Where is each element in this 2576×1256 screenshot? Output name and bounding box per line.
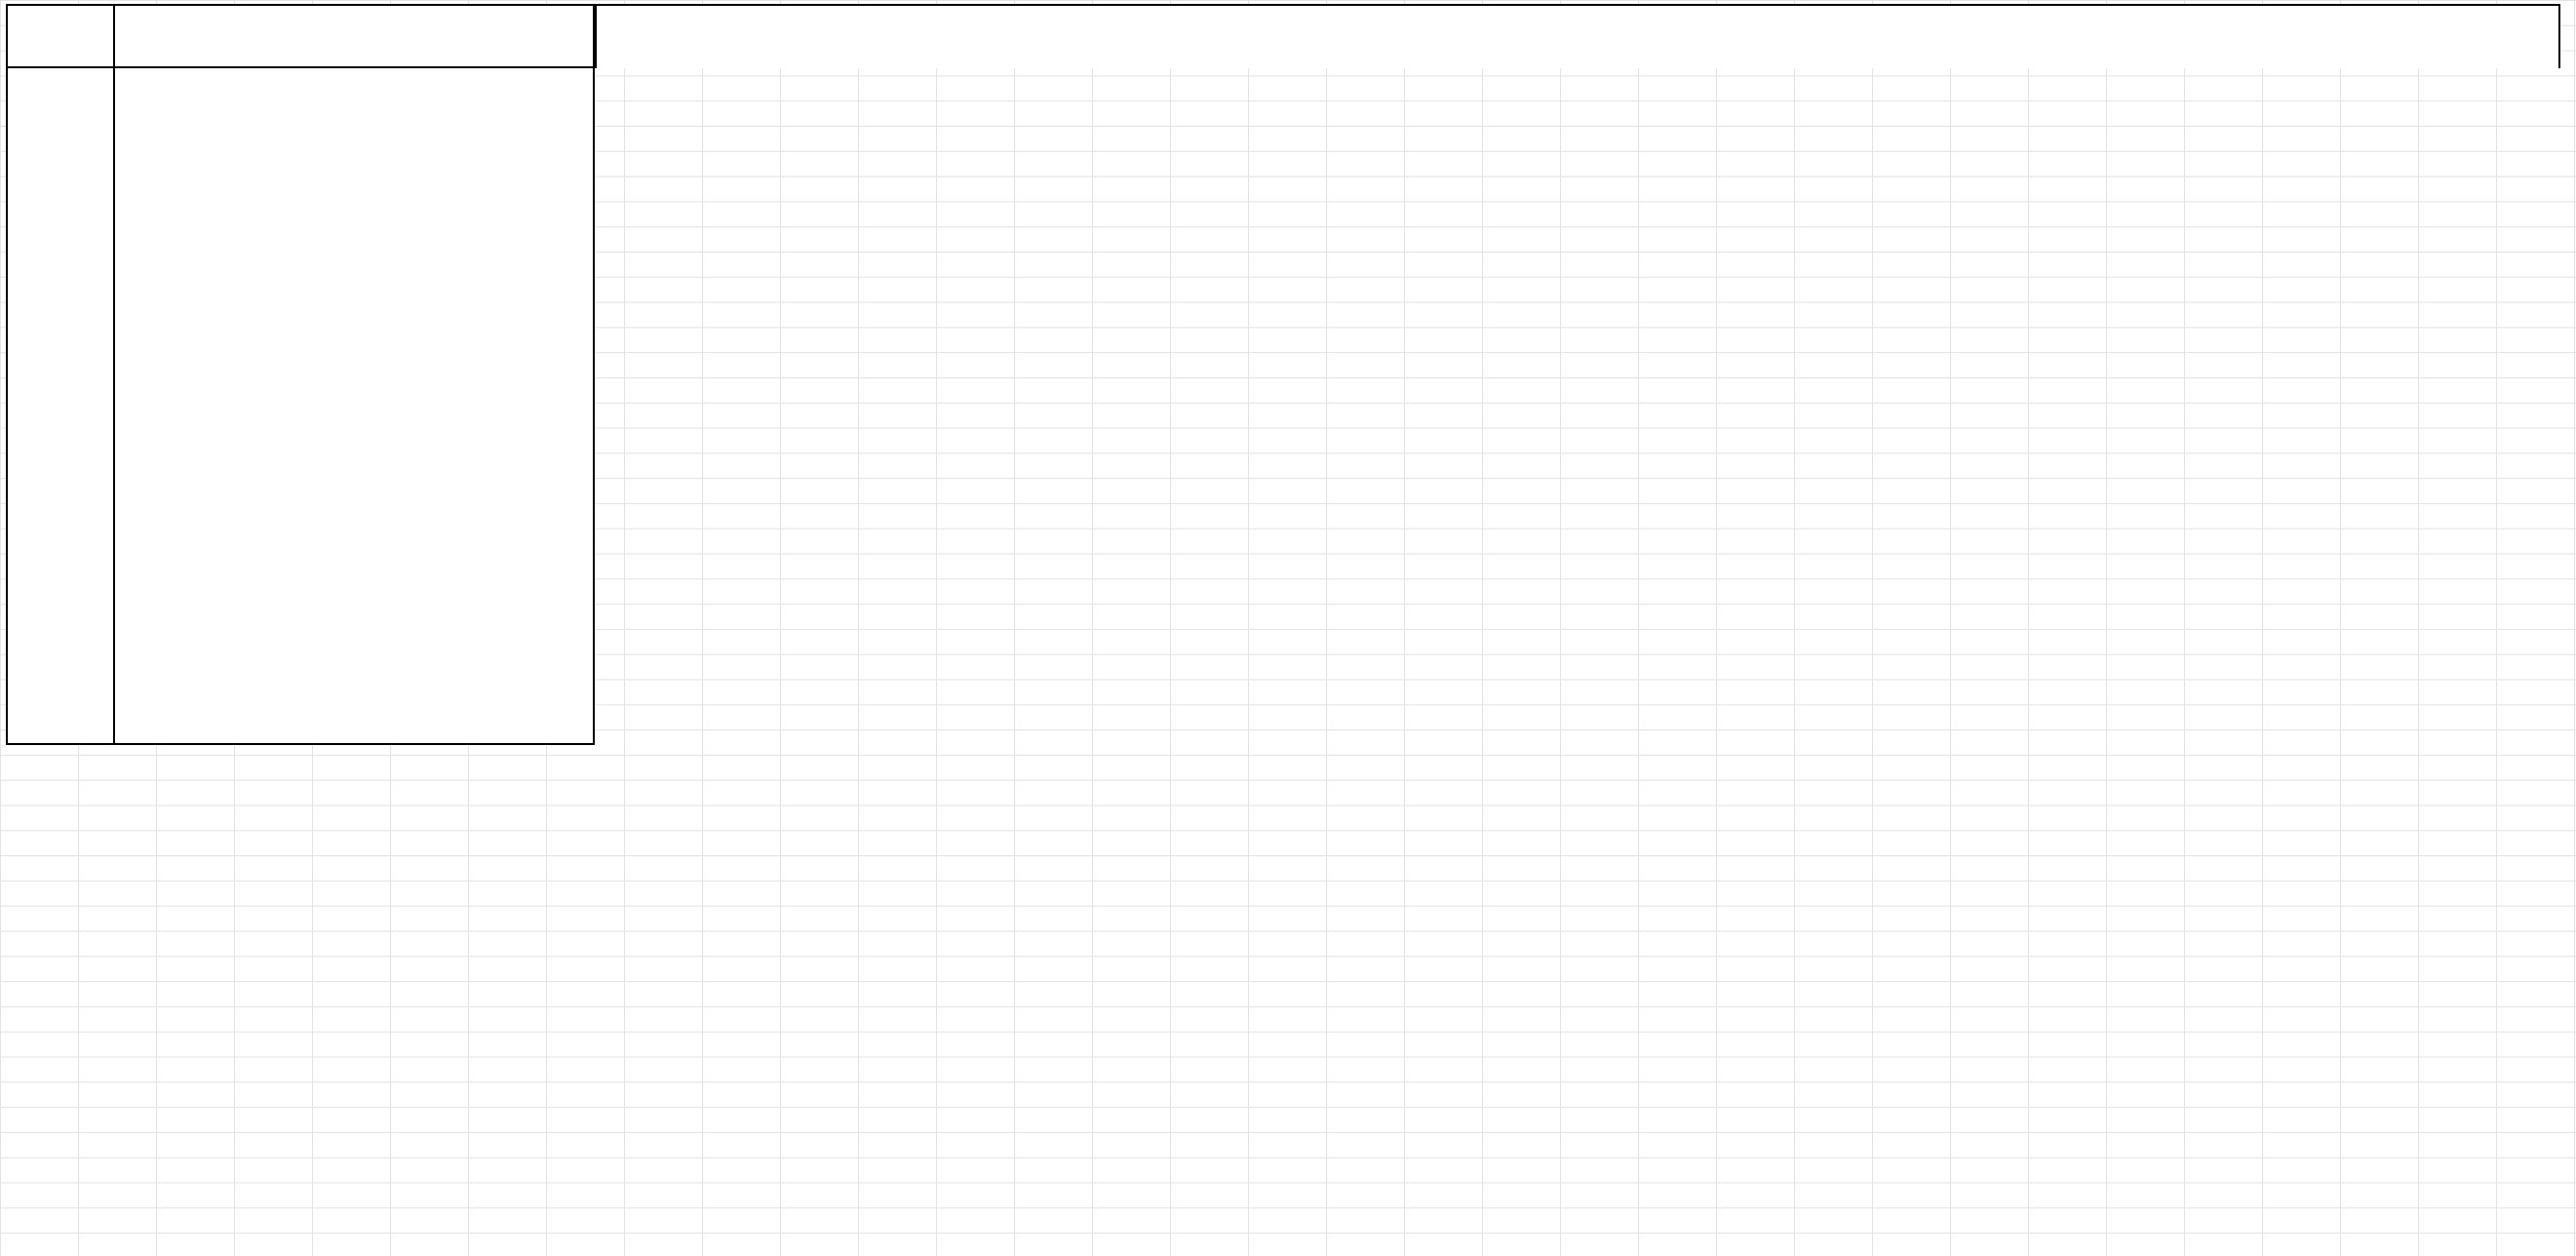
role-process-block	[6, 4, 595, 745]
content-block	[595, 4, 2560, 68]
